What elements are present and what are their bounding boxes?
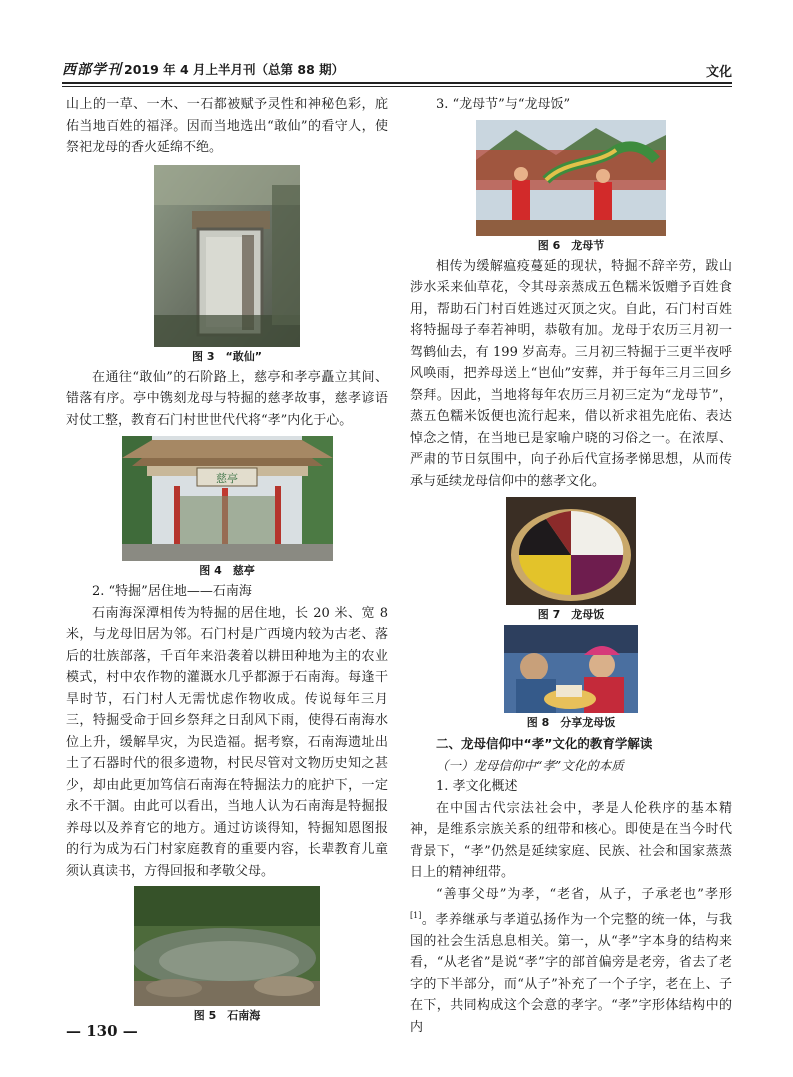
figure-caption: 图 3 “敢仙” [192, 349, 262, 363]
figure-8 [410, 625, 732, 731]
figure-caption: 图 4 慈亭 [199, 564, 255, 577]
paragraph: 石南海深潭相传为特掘的居住地，长 20 米、宽 8 米，与龙母旧居为邻。石门村是广西境内较为古老、落后的壮族部落，千百年来沿袭着以耕田种地为主的农业模式，村中农作物的灌溉水几乎都源于石南海。每逢干旱时节，石门村人无需忧虑作物收成。传说每年三月三，特掘受命于回乡祭拜之日刮风下雨，使得石南海水位上升，缓解旱灾，为民造福。据考察，石南海遗址出土了石器时代的很多遗物，村民尽管对文物历史知之甚少，却由此更加笃信石南海在特掘法力的庇护下，一定永不干涸。由此可以看出，当地人认为石南海是特掘报养母以及养育它的地方。通过访谈得知，特掘知恩图报的行为成为石门村家庭教育的重要内容，长辈教育儿童须认真读书，方得回报和孝敬父母。 [66, 605, 388, 879]
figure-5 [66, 886, 388, 1024]
subsection-heading: 1. 孝文化概述 [436, 779, 518, 794]
paragraph [410, 884, 732, 1039]
journal-title [62, 59, 344, 79]
page-number: — 130 — [66, 1022, 138, 1040]
figure-3 [66, 165, 388, 365]
figure-4 [66, 436, 388, 579]
left-column [66, 94, 388, 1026]
figure-7 [410, 497, 732, 623]
right-column [410, 94, 732, 1038]
sharing-rice-photo [504, 625, 638, 713]
citation-ref: [1] [410, 911, 422, 920]
figure-caption: 图 5 石南海 [193, 1009, 261, 1022]
figure-6 [410, 120, 732, 254]
paragraph-text: “善事父母”为孝，“老省，从子，子承老也”孝形 [436, 886, 732, 902]
subsection-heading: 3. “龙母节”与“龙母饭” [436, 97, 571, 112]
five-colour-rice-photo [506, 497, 636, 605]
pavilion-photo [122, 436, 333, 561]
figure-caption: 图 6 龙母节 [537, 238, 605, 252]
paragraph-text: 。孝养继承与孝道弘扬作为一个完整的统一体，与我国的社会生活息息相关。第一，从“孝”字本身的结构来看，“从老省”是说“孝”字的部首偏旁是老旁，省去了老字的下半部分，而“从子”补充了一个子字，老在上、子在下，共同构成这个会意的孝字。“孝”字形体结构中的内 [410, 912, 732, 1035]
paragraph: 在通往“敢仙”的石阶路上，慈亭和孝亭矗立其间、错落有序。亭中镌刻龙母与特掘的慈孝故事，慈孝谚语对仗工整，教育石门村世世代代将“孝”内化于心。 [66, 369, 388, 428]
figure-caption: 图 8 分享龙母饭 [526, 716, 616, 729]
pond-photo [134, 886, 320, 1006]
section-heading: 二、龙母信仰中“孝”文化的教育学解读 [436, 736, 653, 751]
header-rule-thick [62, 82, 732, 84]
journal-logo: 西部学刊 [62, 62, 122, 78]
subsection-heading: 2. “特掘”居住地——石南海 [92, 584, 252, 599]
paragraph: 在中国古代宗法社会中，孝是人伦秩序的基本精神，是维系宗族关系的纽带和核心。即使是在当今时代背景下，“孝”仍然是延续家庭、民族、社会和国家蒸蒸日上的精神纽带。 [410, 800, 732, 880]
paragraph: 相传为缓解瘟疫蔓延的现状，特掘不辞辛劳，跋山涉水采来仙草花，令其母亲蒸成五色糯米饭赠予百姓食用，帮助石门村百姓逃过灭顶之灾。自此，石门村百姓将特掘母子奉若神明，恭敬有加。龙母于农历三月初一驾鹤仙去，有 199 岁高寿。三月初三特掘于三更半夜呼风唤雨，把养母送上“岜仙”安葬，并于每年三月三回乡祭拜。因此，当地将每年农历三月初三定为“龙母节”，蒸五色糯米饭便也流行起来，借以祈求祖先庇佑、表达悼念之情，在当地已是家喻户晓的习俗之一。在浓厚、严肃的节日氛围中，向子孙后代宣扬孝悌思想，从而传承与延续龙母信仰中的慈孝文化。 [410, 258, 732, 489]
header-rule-thin [62, 86, 732, 87]
section-label: 文化 [705, 65, 732, 80]
issue-info: 2019 年 4 月上半月刊（总第 88 期） [124, 62, 345, 77]
festival-photo [476, 120, 666, 236]
cliff-inscription-photo [154, 165, 300, 347]
figure-caption: 图 7 龙母饭 [537, 608, 605, 621]
pavilion-sign-text: 慈亭 [215, 472, 238, 485]
running-header [62, 59, 732, 81]
paragraph: 山上的一草、一木、一石都被赋予灵性和神秘色彩，庇佑当地百姓的福泽。因而当地选出“敢仙”的看守人，使祭祀龙母的香火延绵不绝。 [66, 97, 388, 155]
subsection-heading: （一）龙母信仰中“孝”文化的本质 [436, 757, 624, 773]
